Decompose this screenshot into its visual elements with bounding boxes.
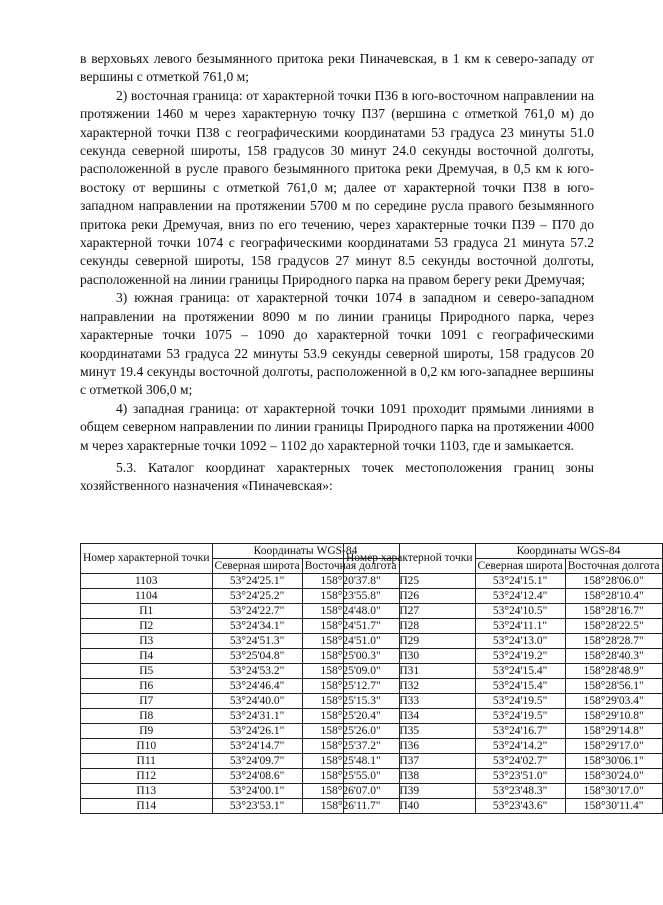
longitude-cell: 158°25'48.1" <box>302 754 399 769</box>
table-row <box>344 784 663 799</box>
longitude-cell: 158°29'03.4" <box>565 694 662 709</box>
longitude-cell: 158°28'06.0" <box>565 574 662 589</box>
point-number-cell: П27 <box>344 604 476 619</box>
longitude-cell: 158°24'51.7" <box>302 619 399 634</box>
point-number-cell: П10 <box>81 739 213 754</box>
point-number-cell: П37 <box>344 754 476 769</box>
point-number-cell: П33 <box>344 694 476 709</box>
latitude-cell: 53°24'46.4" <box>212 679 302 694</box>
point-number-cell: 1104 <box>81 589 213 604</box>
table-row <box>344 709 663 724</box>
longitude-cell: 158°25'37.2" <box>302 739 399 754</box>
longitude-cell: 158°30'24.0" <box>565 769 662 784</box>
point-number-cell: П5 <box>81 664 213 679</box>
longitude-cell: 158°25'20.4" <box>302 709 399 724</box>
point-number-cell: П25 <box>344 574 476 589</box>
table-row <box>344 604 663 619</box>
latitude-cell: 53°23'48.3" <box>475 784 565 799</box>
longitude-cell: 158°28'22.5" <box>565 619 662 634</box>
latitude-cell: 53°24'51.3" <box>212 634 302 649</box>
point-number-cell: П38 <box>344 769 476 784</box>
point-number-cell: П2 <box>81 619 213 634</box>
latitude-cell: 53°24'02.7" <box>475 754 565 769</box>
table-row <box>344 694 663 709</box>
longitude-cell: 158°23'55.8" <box>302 589 399 604</box>
point-number-cell: П39 <box>344 784 476 799</box>
header-latitude: Северная широта <box>475 559 565 574</box>
point-number-cell: П34 <box>344 709 476 724</box>
point-number-cell: П36 <box>344 739 476 754</box>
point-number-cell: П30 <box>344 649 476 664</box>
point-number-cell: П32 <box>344 679 476 694</box>
longitude-cell: 158°25'09.0" <box>302 664 399 679</box>
document-body <box>80 50 594 496</box>
latitude-cell: 53°24'22.7" <box>212 604 302 619</box>
point-number-cell: П7 <box>81 694 213 709</box>
latitude-cell: 53°24'19.5" <box>475 694 565 709</box>
longitude-cell: 158°26'11.7" <box>302 799 399 814</box>
longitude-cell: 158°30'06.1" <box>565 754 662 769</box>
longitude-cell: 158°25'55.0" <box>302 769 399 784</box>
latitude-cell: 53°24'12.4" <box>475 589 565 604</box>
table-row <box>344 769 663 784</box>
header-longitude: Восточная долгота <box>302 559 399 574</box>
paragraph-south-boundary: 3) южная граница: от характерной точки 1074 в западном и северо-западном направлении на протяжении 8090 м по линии границы Природного парка, через характерные точки 1075 – 1090 до характерной точки 1091 с географическими координатами 53 градуса 22 минуты 53.9 секунды северной широты, 158 градусов 20 минут 19.4 секунды восточной долготы, расположенной в 0,2 км юго-западнее вершины с отметкой 306,0 м; <box>80 290 594 398</box>
longitude-cell: 158°28'16.7" <box>565 604 662 619</box>
longitude-cell: 158°28'56.1" <box>565 679 662 694</box>
longitude-cell: 158°24'48.0" <box>302 604 399 619</box>
latitude-cell: 53°24'15.1" <box>475 574 565 589</box>
latitude-cell: 53°24'15.4" <box>475 664 565 679</box>
header-longitude: Восточная долгота <box>565 559 662 574</box>
header-latitude: Северная широта <box>212 559 302 574</box>
longitude-cell: 158°29'14.8" <box>565 724 662 739</box>
longitude-cell: 158°25'26.0" <box>302 724 399 739</box>
longitude-cell: 158°28'40.3" <box>565 649 662 664</box>
latitude-cell: 53°23'51.0" <box>475 769 565 784</box>
latitude-cell: 53°23'43.6" <box>475 799 565 814</box>
latitude-cell: 53°24'10.5" <box>475 604 565 619</box>
latitude-cell: 53°24'15.4" <box>475 679 565 694</box>
point-number-cell: П3 <box>81 634 213 649</box>
point-number-cell: 1103 <box>81 574 213 589</box>
latitude-cell: 53°23'53.1" <box>212 799 302 814</box>
point-number-cell: П35 <box>344 724 476 739</box>
latitude-cell: 53°24'13.0" <box>475 634 565 649</box>
table-row <box>344 799 663 814</box>
point-number-cell: П8 <box>81 709 213 724</box>
point-number-cell: П11 <box>81 754 213 769</box>
section-heading-catalog: 5.3. Каталог координат характерных точек местоположения границ зоны хозяйственного назначения «Пиначевская»: <box>80 459 594 494</box>
coordinates-table-right <box>343 543 663 814</box>
longitude-cell: 158°28'48.9" <box>565 664 662 679</box>
latitude-cell: 53°24'25.2" <box>212 589 302 604</box>
table-row <box>344 739 663 754</box>
point-number-cell: П14 <box>81 799 213 814</box>
table-row <box>344 664 663 679</box>
header-coords-title: Координаты WGS-84 <box>212 544 399 559</box>
table-row <box>344 619 663 634</box>
table-row <box>344 574 663 589</box>
table-row <box>344 754 663 769</box>
point-number-cell: П6 <box>81 679 213 694</box>
latitude-cell: 53°24'14.2" <box>475 739 565 754</box>
latitude-cell: 53°24'40.0" <box>212 694 302 709</box>
point-number-cell: П26 <box>344 589 476 604</box>
table-row <box>344 589 663 604</box>
latitude-cell: 53°24'34.1" <box>212 619 302 634</box>
latitude-cell: 53°24'25.1" <box>212 574 302 589</box>
latitude-cell: 53°24'16.7" <box>475 724 565 739</box>
latitude-cell: 53°24'00.1" <box>212 784 302 799</box>
latitude-cell: 53°24'11.1" <box>475 619 565 634</box>
header-point-number: Номер характерной точки <box>344 544 476 574</box>
latitude-cell: 53°25'04.8" <box>212 649 302 664</box>
point-number-cell: П4 <box>81 649 213 664</box>
header-coords-title: Координаты WGS-84 <box>475 544 662 559</box>
latitude-cell: 53°24'09.7" <box>212 754 302 769</box>
point-number-cell: П31 <box>344 664 476 679</box>
latitude-cell: 53°24'31.1" <box>212 709 302 724</box>
latitude-cell: 53°24'08.6" <box>212 769 302 784</box>
latitude-cell: 53°24'19.2" <box>475 649 565 664</box>
longitude-cell: 158°28'28.7" <box>565 634 662 649</box>
point-number-cell: П12 <box>81 769 213 784</box>
paragraph-east-boundary: 2) восточная граница: от характерной точки П36 в юго-восточном направлении на протяжении 1460 м через характерную точку П37 (вершина с отметкой 761,0 м) до характерной точки П38 с географическими координатами 53 градуса 23 минуты 51.0 секунда северной широты, 158 градусов 30 минут 24.0 секунды восточной долготы, расположенной в русле правого безымянного притока реки Дремучая, в 0,5 км к юго-востоку от вершины с отметкой 761,0 м; далее от характерной точки П38 в юго-западном направлении на протяжении 5700 м по середине русла правого безымянного притока реки Дремучая, вниз по его течению, через характерные точки П39 – П70 до характерной точки 1074 с географическими координатами 53 градуса 21 минута 57.2 секунды северной широты, 158 градусов 27 минут 8.5 секунды восточной долготы, расположенной на линии границы Природного парка на правом берегу реки Дремучая; <box>80 87 594 287</box>
longitude-cell: 158°20'37.8" <box>302 574 399 589</box>
point-number-cell: П1 <box>81 604 213 619</box>
latitude-cell: 53°24'26.1" <box>212 724 302 739</box>
table-row <box>344 724 663 739</box>
point-number-cell: П40 <box>344 799 476 814</box>
table-row <box>344 649 663 664</box>
longitude-cell: 158°25'12.7" <box>302 679 399 694</box>
paragraph-continuation: в верховьях левого безымянного притока реки Пиначевская, в 1 км к северо-западу от вершины с отметкой 761,0 м; <box>80 51 594 85</box>
longitude-cell: 158°25'15.3" <box>302 694 399 709</box>
longitude-cell: 158°28'10.4" <box>565 589 662 604</box>
latitude-cell: 53°24'19.5" <box>475 709 565 724</box>
latitude-cell: 53°24'14.7" <box>212 739 302 754</box>
point-number-cell: П29 <box>344 634 476 649</box>
longitude-cell: 158°29'10.8" <box>565 709 662 724</box>
longitude-cell: 158°24'51.0" <box>302 634 399 649</box>
table-row <box>344 679 663 694</box>
table-row <box>344 634 663 649</box>
point-number-cell: П13 <box>81 784 213 799</box>
longitude-cell: 158°29'17.0" <box>565 739 662 754</box>
point-number-cell: П28 <box>344 619 476 634</box>
point-number-cell: П9 <box>81 724 213 739</box>
longitude-cell: 158°25'00.3" <box>302 649 399 664</box>
longitude-cell: 158°26'07.0" <box>302 784 399 799</box>
paragraph-west-boundary: 4) западная граница: от характерной точки 1091 проходит прямыми линиями в общем северном направлении по линии границы Природного парка на протяжении 4000 м через характерные точки 1092 – 1102 до характерной точки 1103, где и замыкается. <box>80 400 594 453</box>
header-point-number: Номер характерной точки <box>81 544 213 574</box>
latitude-cell: 53°24'53.2" <box>212 664 302 679</box>
longitude-cell: 158°30'11.4" <box>565 799 662 814</box>
longitude-cell: 158°30'17.0" <box>565 784 662 799</box>
